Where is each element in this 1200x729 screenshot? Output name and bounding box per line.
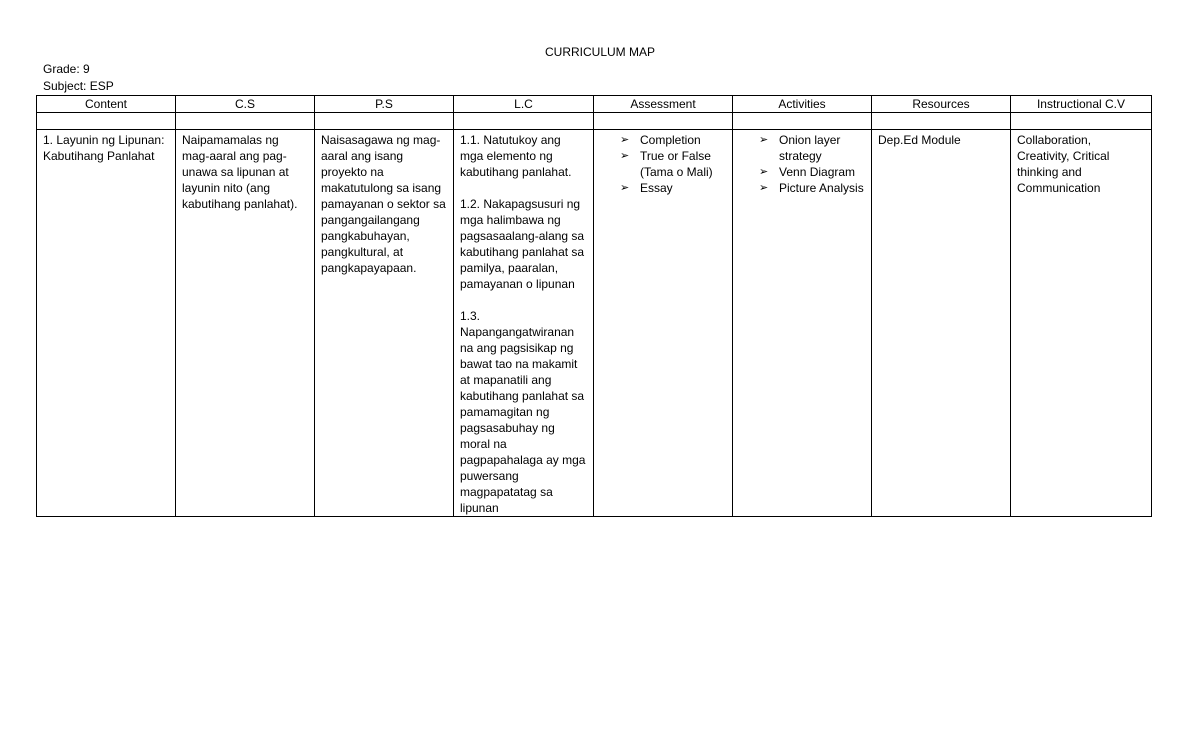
list-item: ➢ Completion <box>620 132 726 148</box>
table-row <box>37 130 1152 517</box>
subject-label: Subject: ESP <box>43 79 114 93</box>
activities-cell <box>733 130 872 517</box>
lc-item: 1.2. Nakapagsusuri ng mga halimbawa ng pagsasaalang-alang sa kabutihang panlahat sa pamilya, paaralan, pamayanan o lipunan <box>460 197 585 291</box>
content-cell: 1. Layunin ng Lipunan: Kabutihang Panlahat <box>37 130 176 517</box>
blank-cell <box>733 113 872 130</box>
ps-cell: Naisasagawa ng mag-aaral ang isang proyekto na makatutulong sa isang pamayanan o sektor sa pangangailangang pangkabuhayan, pangkultural, at pangkapayapaan. <box>315 130 454 517</box>
lc-item: 1.1. Natutukoy ang mga elemento ng kabutihang panlahat. <box>460 133 572 179</box>
activities-list <box>739 132 865 196</box>
blank-cell <box>37 113 176 130</box>
column-header-instructional-cv: Instructional C.V <box>1011 96 1152 113</box>
grade-label: Grade: 9 <box>43 62 90 76</box>
header-row <box>37 96 1152 113</box>
lc-cell <box>454 130 594 517</box>
list-item: ➢ Venn Diagram <box>759 164 865 180</box>
list-item: ➢ Essay <box>620 180 726 196</box>
curriculum-map-table <box>36 95 1152 517</box>
column-header-cs: C.S <box>176 96 315 113</box>
list-item: ➢ Onion layer strategy <box>759 132 865 164</box>
column-header-activities: Activities <box>733 96 872 113</box>
blank-cell <box>454 113 594 130</box>
document-title: CURRICULUM MAP <box>544 45 655 59</box>
instructional-cv-cell: Collaboration, Creativity, Critical thinking and Communication <box>1011 130 1152 517</box>
blank-cell <box>594 113 733 130</box>
blank-row <box>37 113 1152 130</box>
column-header-assessment: Assessment <box>594 96 733 113</box>
assessment-list <box>600 132 726 196</box>
blank-cell <box>1011 113 1152 130</box>
blank-cell <box>176 113 315 130</box>
column-header-ps: P.S <box>315 96 454 113</box>
resources-cell: Dep.Ed Module <box>872 130 1011 517</box>
lc-item: 1.3. Napangangatwiranan na ang pagsisikap ng bawat tao na makamit at mapanatili ang kabutihang panlahat sa pamamagitan ng pagsasabuhay ng moral na pagpapahalaga ay mga puwersang magpapatatag sa lipunan <box>460 309 586 515</box>
column-header-content: Content <box>37 96 176 113</box>
column-header-resources: Resources <box>872 96 1011 113</box>
blank-cell <box>872 113 1011 130</box>
assessment-cell <box>594 130 733 517</box>
column-header-lc: L.C <box>454 96 594 113</box>
list-item: ➢ Picture Analysis <box>759 180 865 196</box>
blank-cell <box>315 113 454 130</box>
cs-cell: Naipamamalas ng mag-aaral ang pag-unawa sa lipunan at layunin nito (ang kabutihang panlahat). <box>176 130 315 517</box>
list-item: ➢ True or False (Tama o Mali) <box>620 148 726 180</box>
